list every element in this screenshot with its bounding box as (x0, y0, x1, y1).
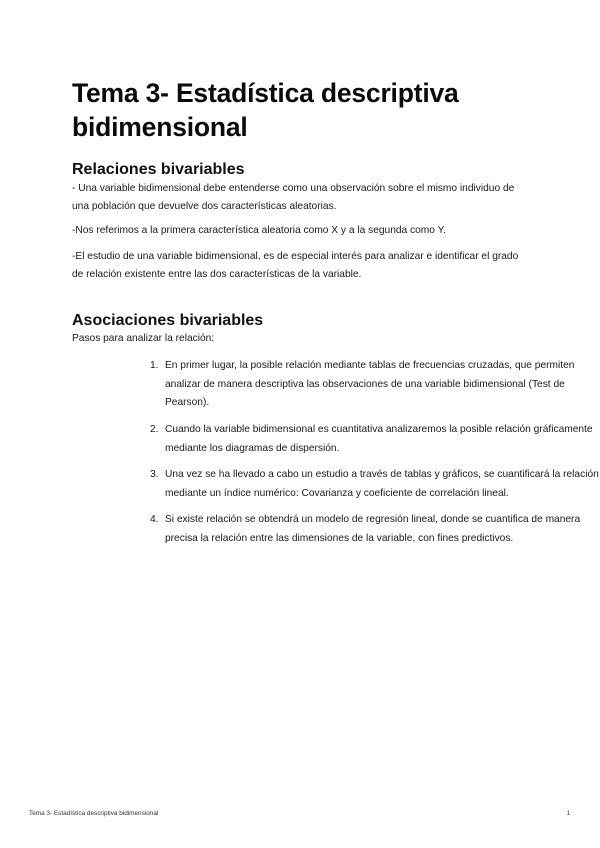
list-item-text: Si existe relación se obtendrá un modelo de regresión lineal, donde se cuantifica de manera precisa la relación entre las dimensiones de la variable, con fines predictivos. (165, 514, 581, 544)
list-item-number: 4. (150, 514, 159, 525)
footer-page-number: 1 (566, 810, 570, 817)
paragraph: - Una variable bidimensional debe entenderse como una observación sobre el mismo individuo de una población que devuelve dos características aleatorias. (72, 183, 515, 212)
list-item-text: Cuando la variable bidimensional es cuantitativa analizaremos la posible relación gráficamente mediante los diagramas de dispersión. (165, 424, 593, 454)
list-intro: Pasos para analizar la relación: (72, 333, 215, 344)
list-item (144, 357, 600, 413)
list-item (144, 511, 600, 548)
list-item-text: En primer lugar, la posible relación mediante tablas de frecuencias cruzadas, que permiten analizar de manera descriptiva las observaciones de una variable bidimensional (Test de Pearson). (165, 360, 575, 408)
list-item-number: 1. (150, 360, 159, 371)
page-title: Tema 3- Estadística descriptiva bidimensional (72, 78, 459, 142)
list-item-number: 2. (150, 424, 159, 435)
paragraph: -Nos referimos a la primera característica aleatoria como X y a la segunda como Y. (72, 225, 446, 236)
section-heading-relaciones: Relaciones bivariables (72, 161, 245, 178)
paragraph: -El estudio de una variable bidimensional, es de especial interés para analizar e identificar el grado de relación existente entre las dos características de la variable. (72, 251, 519, 280)
list-item-number: 3. (150, 469, 159, 480)
list-item-text: Una vez se ha llevado a cabo un estudio a través de tablas y gráficos, se cuantificará la relación mediante un índice numérico: Covarianza y coeficiente de correlación lineal. (165, 469, 599, 499)
list-item (144, 421, 600, 458)
list-item (144, 466, 600, 503)
footer-title: Tema 3- Estadística descriptiva bidimensional (29, 810, 159, 817)
section-heading-asociaciones: Asociaciones bivariables (72, 312, 264, 329)
